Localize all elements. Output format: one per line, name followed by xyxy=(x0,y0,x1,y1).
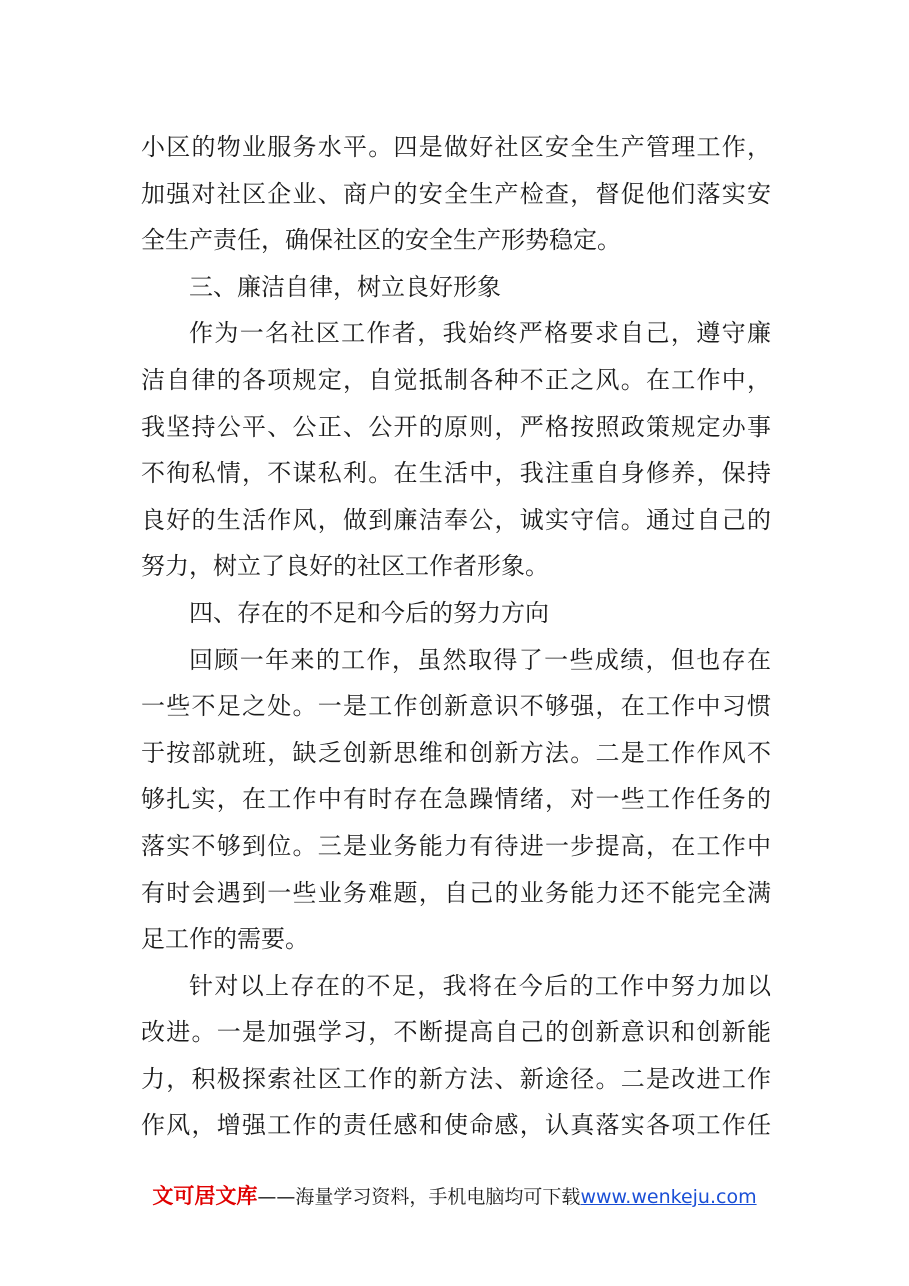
text-line: 洁自律的各项规定，自觉抵制各种不正之风。在工作中， xyxy=(141,365,771,394)
text-line: 一些不足之处。一是工作创新意识不够强，在工作中习惯 xyxy=(141,692,771,721)
text-line: 不徇私情，不谋私利。在生活中，我注重自身修养，保持 xyxy=(141,459,771,488)
text-line: 力，积极探索社区工作的新方法、新途径。二是改进工作 xyxy=(141,1064,771,1093)
footer-link[interactable]: www.wenkeju.com xyxy=(580,1186,757,1208)
text-line: 四、存在的不足和今后的努力方向 xyxy=(189,598,549,627)
text-line: 于按部就班，缺乏创新思维和创新方法。二是工作作风不 xyxy=(141,738,771,767)
text-line: 作为一名社区工作者，我始终严格要求自己，遵守廉 xyxy=(189,319,771,348)
text-line: 回顾一年来的工作，虽然取得了一些成绩，但也存在 xyxy=(189,645,771,674)
footer-brand: 文可居文库 xyxy=(152,1184,258,1208)
text-line: 改进。一是加强学习，不断提高自己的创新意识和创新能 xyxy=(141,1018,771,1047)
text-line: 足工作的需要。 xyxy=(141,925,309,954)
text-line: 针对以上存在的不足，我将在今后的工作中努力加以 xyxy=(189,971,771,1000)
footer-banner xyxy=(0,1180,909,1210)
text-line: 落实不够到位。三是业务能力有待进一步提高，在工作中 xyxy=(141,831,771,860)
footer-slogan: ——海量学习资料，手机电脑均可下载 xyxy=(257,1186,581,1208)
text-line: 小区的物业服务水平。四是做好社区安全生产管理工作， xyxy=(141,133,771,161)
text-line: 努力，树立了良好的社区工作者形象。 xyxy=(141,552,549,581)
document-body xyxy=(141,124,771,1149)
text-line: 加强对社区企业、商户的安全生产检查，督促他们落实安 xyxy=(141,179,771,208)
text-line: 我坚持公平、公正、公开的原则，严格按照政策规定办事 xyxy=(141,412,771,441)
text-line: 作风，增强工作的责任感和使命感，认真落实各项工作任 xyxy=(141,1111,771,1140)
text-line: 良好的生活作风，做到廉洁奉公，诚实守信。通过自己的 xyxy=(141,505,771,534)
text-line: 全生产责任，确保社区的安全生产形势稳定。 xyxy=(141,226,621,255)
text-line: 三、廉洁自律，树立良好形象 xyxy=(189,272,501,301)
text-line: 够扎实，在工作中有时存在急躁情绪，对一些工作任务的 xyxy=(141,785,771,814)
text-line: 有时会遇到一些业务难题，自己的业务能力还不能完全满 xyxy=(141,878,771,907)
